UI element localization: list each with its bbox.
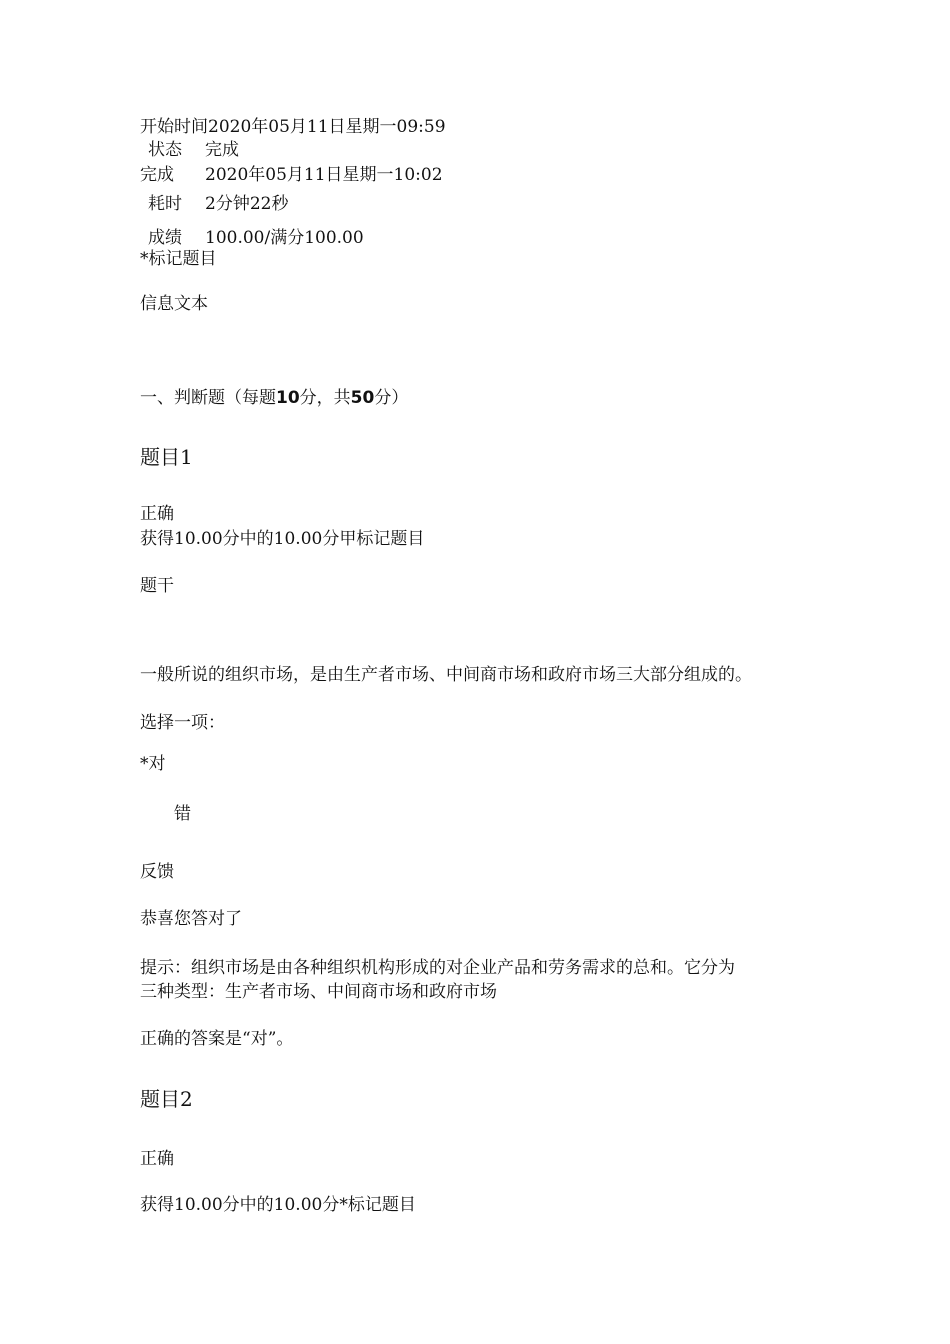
q1-score-line: 获得10.00分中的10.00分甲标记题目 [140, 529, 425, 549]
section-prefix: 一、判断题（每题 [140, 388, 276, 408]
q2-score-line: 获得10.00分中的10.00分*标记题目 [140, 1195, 416, 1215]
q1-option-false[interactable]: 错 [174, 804, 191, 824]
q1-answer: 正确的答案是“对”。 [140, 1029, 294, 1049]
q1-option-true[interactable]: *对 [140, 754, 166, 774]
q1-status: 正确 [140, 504, 174, 524]
info-text-heading: 信息文本 [140, 294, 208, 314]
state-value: 完成 [205, 140, 239, 160]
complete-label: 完成 [140, 165, 174, 185]
state-label: 状态 [148, 140, 182, 160]
q2-status: 正确 [140, 1149, 174, 1169]
section-mid: 分，共 [299, 388, 351, 408]
q2-title: 题目2 [140, 1087, 193, 1111]
q1-stem-label: 题干 [140, 576, 174, 596]
q1-title: 题目1 [140, 445, 193, 469]
q1-feedback: 恭喜您答对了 [140, 909, 242, 929]
q1-hint-line1: 提示：组织市场是由各种组织机构形成的对企业产品和劳务需求的总和。它分为 [140, 958, 735, 978]
score-value: 100.00/满分100.00 [205, 228, 364, 248]
complete-value: 2020年05月11日星期一10:02 [205, 165, 443, 185]
score-label: 成绩 [148, 228, 182, 248]
start-time: 开始时间2020年05月11日星期一09:59 [140, 117, 446, 137]
section-points-total: 50 [350, 388, 375, 408]
flag-question-link[interactable]: *标记题目 [140, 249, 217, 269]
q1-hint-line2: 三种类型：生产者市场、中间商市场和政府市场 [140, 982, 497, 1002]
q1-feedback-label: 反馈 [140, 862, 174, 882]
section-points-each: 10 [276, 388, 300, 408]
section-heading [140, 387, 408, 409]
q1-prompt: 选择一项： [140, 713, 225, 733]
q1-stem: 一般所说的组织市场，是由生产者市场、中间商市场和政府市场三大部分组成的。 [140, 665, 752, 685]
elapsed-label: 耗时 [148, 194, 182, 214]
elapsed-value: 2分钟22秒 [205, 194, 289, 214]
section-suffix: 分） [374, 388, 409, 408]
